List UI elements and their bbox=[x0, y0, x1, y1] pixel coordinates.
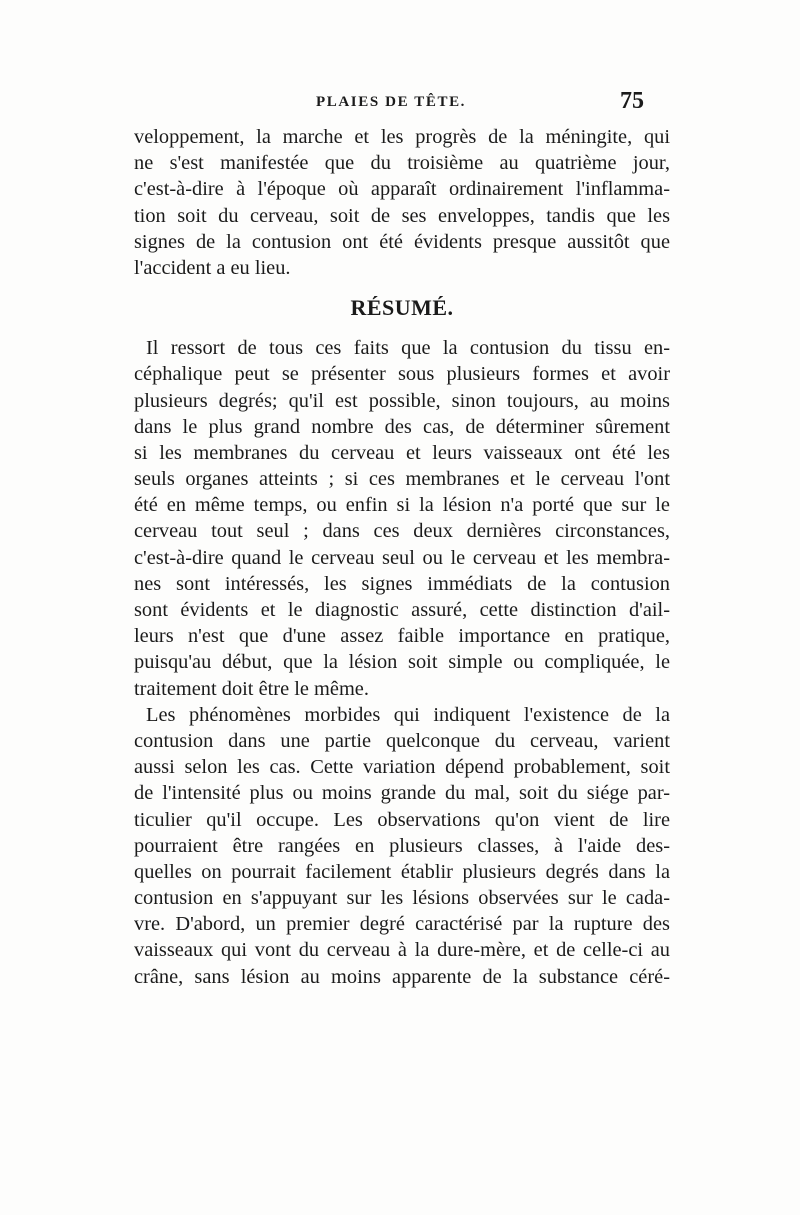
text-line: veloppement, la marche et les progrès de la méningite, qui bbox=[134, 126, 670, 148]
text-line: contusion dans une partie quelconque du cerveau, varient bbox=[134, 729, 670, 752]
text-line: de l'intensité plus ou moins grande du mal, soit du siége par- bbox=[134, 782, 670, 805]
text-line: l'accident a eu lieu. bbox=[134, 256, 291, 279]
text-line: plusieurs degrés; qu'il est possible, sinon toujours, au moins bbox=[134, 389, 670, 412]
text-line: quelles on pourrait facilement établir plusieurs degrés dans la bbox=[134, 860, 670, 883]
text-line: c'est-à-dire à l'époque où apparaît ordinairement l'inflamma- bbox=[134, 178, 670, 201]
text-line: Il ressort de tous ces faits que la contusion du tissu en- bbox=[146, 337, 670, 360]
text-line: été en même temps, ou enfin si la lésion n'a porté que sur le bbox=[134, 494, 670, 517]
paragraph-1 bbox=[134, 124, 670, 281]
text-line: contusion en s'appuyant sur les lésions observées sur le cada- bbox=[134, 887, 670, 910]
section-heading: RÉSUMÉ. bbox=[350, 295, 454, 321]
text-line: pourraient être rangées en plusieurs classes, à l'aide des- bbox=[134, 834, 670, 857]
text-line: seuls organes atteints ; si ces membranes et le cerveau l'ont bbox=[134, 468, 670, 491]
page-number: 75 bbox=[620, 88, 644, 114]
text-line: leurs n'est que d'une assez faible importance en pratique, bbox=[134, 625, 670, 648]
text-line: tion soit du cerveau, soit de ses enveloppes, tandis que les bbox=[134, 204, 670, 227]
text-line: traitement doit être le même. bbox=[134, 677, 369, 700]
text-line: vaisseaux qui vont du cerveau à la dure-mère, et de celle-ci au bbox=[134, 939, 670, 962]
running-title: PLAIES DE TÊTE. bbox=[316, 94, 467, 110]
text-line: vre. D'abord, un premier degré caractérisé par la rupture des bbox=[134, 913, 670, 936]
text-line: cerveau tout seul ; dans ces deux dernières circonstances, bbox=[134, 520, 670, 543]
text-line: aussi selon les cas. Cette variation dépend probablement, soit bbox=[134, 756, 670, 779]
text-line: sont évidents et le diagnostic assuré, cette distinction d'ail- bbox=[134, 599, 670, 621]
text-line: crâne, sans lésion au moins apparente de la substance céré- bbox=[134, 965, 670, 988]
text-line: signes de la contusion ont été évidents presque aussitôt que bbox=[134, 230, 670, 253]
text-line: si les membranes du cerveau et leurs vaisseaux ont été les bbox=[134, 441, 670, 464]
body-text bbox=[134, 124, 670, 990]
text-line: c'est-à-dire quand le cerveau seul ou le cerveau et les membra- bbox=[134, 546, 670, 569]
text-line: ticulier qu'il occupe. Les observations qu'on vient de lire bbox=[134, 808, 670, 831]
text-line: dans le plus grand nombre des cas, de déterminer sûrement bbox=[134, 415, 670, 438]
paragraph-2 bbox=[134, 335, 670, 702]
text-line: ne s'est manifestée que du troisième au quatrième jour, bbox=[134, 152, 670, 175]
text-line: puisqu'au début, que la lésion soit simple ou compliquée, le bbox=[134, 651, 670, 674]
text-line: nes sont intéressés, les signes immédiats de la contusion bbox=[134, 572, 670, 595]
paragraph-3 bbox=[134, 702, 670, 990]
text-line: Les phénomènes morbides qui indiquent l'existence de la bbox=[146, 703, 670, 726]
text-line: céphalique peut se présenter sous plusieurs formes et avoir bbox=[134, 363, 670, 386]
